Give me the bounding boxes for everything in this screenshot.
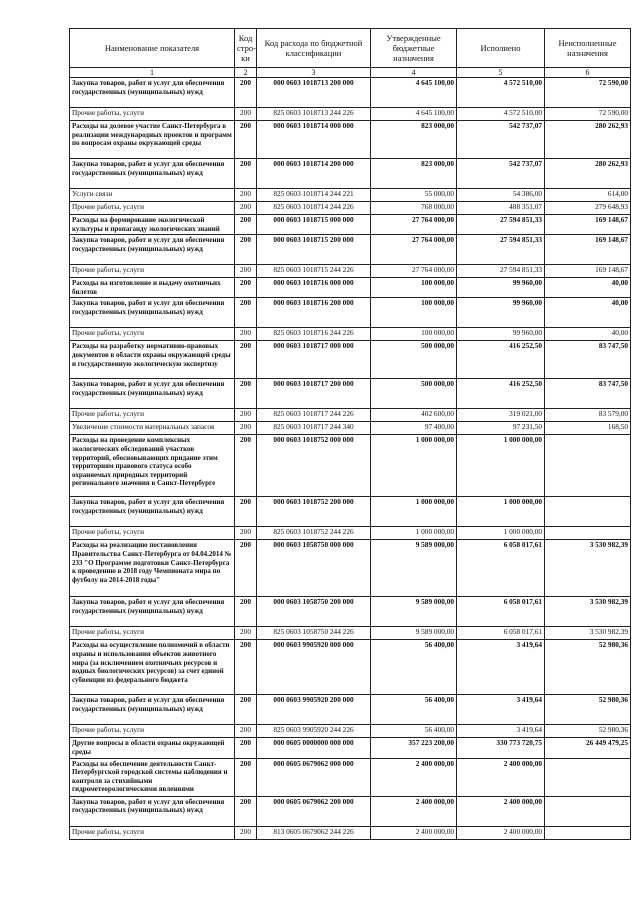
row-approved-cell: 4 645 100,00 bbox=[371, 108, 457, 121]
row-executed-cell: 3 419,64 bbox=[457, 725, 545, 738]
row-expense-code-cell: 000 0603 1018715 000 000 bbox=[257, 215, 371, 235]
row-line-code-cell: 200 bbox=[235, 497, 257, 527]
row-line-code-cell: 200 bbox=[235, 627, 257, 640]
table-row bbox=[70, 121, 631, 159]
table-row bbox=[70, 435, 631, 497]
row-line-code-cell: 200 bbox=[235, 278, 257, 298]
row-executed-cell: 416 252,50 bbox=[457, 341, 545, 379]
row-expense-code-cell: 000 0603 1018716 000 000 bbox=[257, 278, 371, 298]
row-unexecuted-cell: 72 590,00 bbox=[545, 78, 631, 108]
row-executed-cell: 3 419,64 bbox=[457, 695, 545, 725]
row-approved-cell: 27 764 000,00 bbox=[371, 215, 457, 235]
row-name-cell: Закупка товаров, работ и услуг для обеспечения государственных (муниципальных) нужд bbox=[70, 298, 235, 328]
row-expense-code-cell: 825 0603 1018717 244 226 bbox=[257, 409, 371, 422]
row-name-cell: Другие вопросы в области охраны окружающей среды bbox=[70, 738, 235, 758]
row-executed-cell: 1 000 000,00 bbox=[457, 527, 545, 540]
row-unexecuted-cell bbox=[545, 758, 631, 796]
column-number: 3 bbox=[257, 68, 371, 78]
row-name-cell: Закупка товаров, работ и услуг для обеспечения государственных (муниципальных) нужд bbox=[70, 159, 235, 189]
row-unexecuted-cell: 280 262,93 bbox=[545, 159, 631, 189]
row-line-code-cell: 200 bbox=[235, 640, 257, 695]
table-row bbox=[70, 328, 631, 341]
row-executed-cell: 99 960,00 bbox=[457, 278, 545, 298]
row-expense-code-cell: 000 0603 9905920 000 000 bbox=[257, 640, 371, 695]
row-expense-code-cell: 000 0603 9905920 200 000 bbox=[257, 695, 371, 725]
row-executed-cell: 4 572 510,00 bbox=[457, 78, 545, 108]
column-number: 5 bbox=[457, 68, 545, 78]
row-line-code-cell: 200 bbox=[235, 409, 257, 422]
row-line-code-cell: 200 bbox=[235, 341, 257, 379]
row-unexecuted-cell: 3 530 982,39 bbox=[545, 597, 631, 627]
row-unexecuted-cell: 3 530 982,39 bbox=[545, 540, 631, 597]
table-row bbox=[70, 597, 631, 627]
row-executed-cell: 97 231,50 bbox=[457, 422, 545, 435]
row-expense-code-cell: 813 0605 0679062 244 226 bbox=[257, 826, 371, 839]
row-name-cell: Расходы на формирование экологической культуры и пропаганду экологических знаний bbox=[70, 215, 235, 235]
row-line-code-cell: 200 bbox=[235, 738, 257, 758]
row-executed-cell: 27 594 851,33 bbox=[457, 215, 545, 235]
row-approved-cell: 1 000 000,00 bbox=[371, 497, 457, 527]
row-unexecuted-cell bbox=[545, 826, 631, 839]
row-executed-cell: 2 400 000,00 bbox=[457, 796, 545, 826]
row-line-code-cell: 200 bbox=[235, 379, 257, 409]
table-row bbox=[70, 695, 631, 725]
table-row bbox=[70, 796, 631, 826]
row-unexecuted-cell bbox=[545, 527, 631, 540]
table-row bbox=[70, 215, 631, 235]
row-line-code-cell: 200 bbox=[235, 235, 257, 265]
row-unexecuted-cell: 83 747,50 bbox=[545, 341, 631, 379]
row-unexecuted-cell: 279 648,93 bbox=[545, 202, 631, 215]
row-line-code-cell: 200 bbox=[235, 78, 257, 108]
row-executed-cell: 3 419,64 bbox=[457, 640, 545, 695]
budget-execution-table bbox=[69, 28, 631, 840]
row-expense-code-cell: 000 0605 0679062 200 000 bbox=[257, 796, 371, 826]
row-line-code-cell: 200 bbox=[235, 725, 257, 738]
table-row bbox=[70, 341, 631, 379]
table-row bbox=[70, 278, 631, 298]
row-unexecuted-cell: 52 980,36 bbox=[545, 695, 631, 725]
row-name-cell: Закупка товаров, работ и услуг для обеспечения государственных (муниципальных) нужд bbox=[70, 695, 235, 725]
row-expense-code-cell: 000 0603 1018714 200 000 bbox=[257, 159, 371, 189]
row-approved-cell: 27 764 000,00 bbox=[371, 265, 457, 278]
column-number: 4 bbox=[371, 68, 457, 78]
table-header-row bbox=[70, 29, 631, 68]
column-number: 1 bbox=[70, 68, 235, 78]
row-executed-cell: 6 058 017,61 bbox=[457, 540, 545, 597]
row-approved-cell: 2 400 000,00 bbox=[371, 826, 457, 839]
row-expense-code-cell: 825 0603 1058750 244 226 bbox=[257, 627, 371, 640]
row-executed-cell: 1 000 000,00 bbox=[457, 497, 545, 527]
row-name-cell: Увеличение стоимости материальных запасов bbox=[70, 422, 235, 435]
row-expense-code-cell: 825 0603 1018717 244 340 bbox=[257, 422, 371, 435]
budget-report-sheet bbox=[69, 28, 630, 840]
row-line-code-cell: 200 bbox=[235, 328, 257, 341]
row-executed-cell: 6 058 017,61 bbox=[457, 597, 545, 627]
row-unexecuted-cell bbox=[545, 796, 631, 826]
row-name-cell: Закупка товаров, работ и услуг для обеспечения государственных (муниципальных) нужд bbox=[70, 796, 235, 826]
row-executed-cell: 4 572 510,00 bbox=[457, 108, 545, 121]
table-row bbox=[70, 640, 631, 695]
row-approved-cell: 56 400,00 bbox=[371, 695, 457, 725]
row-unexecuted-cell: 52 980,36 bbox=[545, 640, 631, 695]
row-expense-code-cell: 000 0603 1018713 200 000 bbox=[257, 78, 371, 108]
row-expense-code-cell: 825 0603 1018713 244 226 bbox=[257, 108, 371, 121]
row-approved-cell: 2 400 000,00 bbox=[371, 758, 457, 796]
row-approved-cell: 823 000,00 bbox=[371, 121, 457, 159]
row-approved-cell: 402 600,00 bbox=[371, 409, 457, 422]
table-row bbox=[70, 298, 631, 328]
row-line-code-cell: 200 bbox=[235, 215, 257, 235]
row-name-cell: Расходы на долевое участие Санкт-Петербурга в реализации международных проектов и программ по вопросам охраны окружающей среды bbox=[70, 121, 235, 159]
row-executed-cell: 542 737,07 bbox=[457, 159, 545, 189]
table-row bbox=[70, 265, 631, 278]
row-unexecuted-cell: 83 579,00 bbox=[545, 409, 631, 422]
column-number: 2 bbox=[235, 68, 257, 78]
row-approved-cell: 1 000 000,00 bbox=[371, 527, 457, 540]
table-body bbox=[70, 78, 631, 840]
row-line-code-cell: 200 bbox=[235, 202, 257, 215]
row-executed-cell: 330 773 720,75 bbox=[457, 738, 545, 758]
row-line-code-cell: 200 bbox=[235, 159, 257, 189]
row-expense-code-cell: 825 0603 1018752 244 226 bbox=[257, 527, 371, 540]
row-unexecuted-cell bbox=[545, 497, 631, 527]
row-name-cell: Расходы на реализацию постановления Правительства Санкт-Петербурга от 04.04.2014 № 233 "О Программе подготовки Санкт-Петербурга к проведению в 2018 году Чемпионата мира по футболу на 2014-2018 годы" bbox=[70, 540, 235, 597]
row-line-code-cell: 200 bbox=[235, 265, 257, 278]
row-name-cell: Прочие работы, услуги bbox=[70, 826, 235, 839]
row-executed-cell: 1 000 000,00 bbox=[457, 435, 545, 497]
row-expense-code-cell: 825 0603 1018715 244 226 bbox=[257, 265, 371, 278]
row-name-cell: Закупка товаров, работ и услуг для обеспечения государственных (муниципальных) нужд bbox=[70, 78, 235, 108]
row-approved-cell: 9 589 000,00 bbox=[371, 597, 457, 627]
row-name-cell: Расходы на разработку нормативно-правовых документов в области охраны окружающей среды и государственную экологическую экспертизу bbox=[70, 341, 235, 379]
table-row bbox=[70, 409, 631, 422]
row-name-cell: Расходы на проведение комплексных экологических обследований участков территорий, обосновывающих придание этим территориям правового статуса особо охраняемых природных территорий регионального значения в Санкт-Петербурге bbox=[70, 435, 235, 497]
row-line-code-cell: 200 bbox=[235, 540, 257, 597]
table-row bbox=[70, 202, 631, 215]
row-expense-code-cell: 000 0603 1018715 200 000 bbox=[257, 235, 371, 265]
row-expense-code-cell: 000 0603 1018717 000 000 bbox=[257, 341, 371, 379]
row-executed-cell: 99 960,00 bbox=[457, 328, 545, 341]
row-name-cell: Закупка товаров, работ и услуг для обеспечения государственных (муниципальных) нужд bbox=[70, 597, 235, 627]
header-unexecuted: Неисполненные назначения bbox=[545, 29, 631, 68]
row-name-cell: Прочие работы, услуги bbox=[70, 202, 235, 215]
header-executed: Исполнено bbox=[457, 29, 545, 68]
row-unexecuted-cell: 52 980,36 bbox=[545, 725, 631, 738]
row-unexecuted-cell: 26 449 479,25 bbox=[545, 738, 631, 758]
row-line-code-cell: 200 bbox=[235, 108, 257, 121]
row-executed-cell: 54 386,00 bbox=[457, 189, 545, 202]
column-number: 6 bbox=[545, 68, 631, 78]
table-row bbox=[70, 826, 631, 839]
table-row bbox=[70, 540, 631, 597]
header-line-code: Код стро-ки bbox=[235, 29, 257, 68]
row-line-code-cell: 200 bbox=[235, 121, 257, 159]
row-name-cell: Прочие работы, услуги bbox=[70, 409, 235, 422]
table-row bbox=[70, 235, 631, 265]
row-expense-code-cell: 000 0605 0000000 000 000 bbox=[257, 738, 371, 758]
row-unexecuted-cell: 83 747,50 bbox=[545, 379, 631, 409]
row-approved-cell: 9 589 000,00 bbox=[371, 540, 457, 597]
row-name-cell: Прочие работы, услуги bbox=[70, 527, 235, 540]
row-unexecuted-cell: 280 262,93 bbox=[545, 121, 631, 159]
row-line-code-cell: 200 bbox=[235, 527, 257, 540]
row-expense-code-cell: 000 0603 1018717 200 000 bbox=[257, 379, 371, 409]
header-expense-code: Код расхода по бюджетной классификации bbox=[257, 29, 371, 68]
row-approved-cell: 100 000,00 bbox=[371, 278, 457, 298]
table-row bbox=[70, 78, 631, 108]
row-approved-cell: 55 000,00 bbox=[371, 189, 457, 202]
row-executed-cell: 416 252,50 bbox=[457, 379, 545, 409]
row-line-code-cell: 200 bbox=[235, 298, 257, 328]
row-name-cell: Расходы на осуществление полномочий в области охраны и использования объектов животного мира (за исключением охотничьих ресурсов и водных биологических ресурсов) за счет единой субвенции из федерального бюджета bbox=[70, 640, 235, 695]
row-approved-cell: 27 764 000,00 bbox=[371, 235, 457, 265]
row-unexecuted-cell: 40,00 bbox=[545, 328, 631, 341]
row-executed-cell: 2 400 000,00 bbox=[457, 758, 545, 796]
row-line-code-cell: 200 bbox=[235, 422, 257, 435]
row-executed-cell: 6 058 017,61 bbox=[457, 627, 545, 640]
row-executed-cell: 99 960,00 bbox=[457, 298, 545, 328]
row-executed-cell: 542 737,07 bbox=[457, 121, 545, 159]
row-name-cell: Прочие работы, услуги bbox=[70, 725, 235, 738]
row-unexecuted-cell: 3 530 982,39 bbox=[545, 627, 631, 640]
table-row bbox=[70, 108, 631, 121]
row-unexecuted-cell: 40,00 bbox=[545, 278, 631, 298]
row-expense-code-cell: 825 0603 9905920 244 226 bbox=[257, 725, 371, 738]
row-approved-cell: 357 223 200,00 bbox=[371, 738, 457, 758]
row-name-cell: Прочие работы, услуги bbox=[70, 328, 235, 341]
row-unexecuted-cell: 614,00 bbox=[545, 189, 631, 202]
table-row bbox=[70, 738, 631, 758]
row-unexecuted-cell: 40,00 bbox=[545, 298, 631, 328]
table-row bbox=[70, 497, 631, 527]
row-unexecuted-cell: 72 590,00 bbox=[545, 108, 631, 121]
row-name-cell: Закупка товаров, работ и услуг для обеспечения государственных (муниципальных) нужд bbox=[70, 379, 235, 409]
table-row bbox=[70, 189, 631, 202]
row-approved-cell: 56 400,00 bbox=[371, 640, 457, 695]
row-expense-code-cell: 000 0605 0679062 000 000 bbox=[257, 758, 371, 796]
row-approved-cell: 100 000,00 bbox=[371, 328, 457, 341]
row-approved-cell: 1 000 000,00 bbox=[371, 435, 457, 497]
header-approved: Утвержденные бюджетные назначения bbox=[371, 29, 457, 68]
row-name-cell: Услуги связи bbox=[70, 189, 235, 202]
row-executed-cell: 488 351,07 bbox=[457, 202, 545, 215]
column-number-row bbox=[70, 68, 631, 78]
row-unexecuted-cell: 169 148,67 bbox=[545, 215, 631, 235]
row-expense-code-cell: 825 0603 1018714 244 221 bbox=[257, 189, 371, 202]
row-line-code-cell: 200 bbox=[235, 189, 257, 202]
row-approved-cell: 97 400,00 bbox=[371, 422, 457, 435]
row-name-cell: Прочие работы, услуги bbox=[70, 108, 235, 121]
row-name-cell: Прочие работы, услуги bbox=[70, 265, 235, 278]
table-row bbox=[70, 159, 631, 189]
row-approved-cell: 2 400 000,00 bbox=[371, 796, 457, 826]
row-name-cell: Закупка товаров, работ и услуг для обеспечения государственных (муниципальных) нужд bbox=[70, 497, 235, 527]
row-expense-code-cell: 000 0603 1018752 200 000 bbox=[257, 497, 371, 527]
row-name-cell: Расходы на изготовление и выдачу охотничьих билетов bbox=[70, 278, 235, 298]
row-line-code-cell: 200 bbox=[235, 758, 257, 796]
row-expense-code-cell: 000 0603 1018716 200 000 bbox=[257, 298, 371, 328]
row-approved-cell: 56 400,00 bbox=[371, 725, 457, 738]
row-unexecuted-cell: 169 148,67 bbox=[545, 235, 631, 265]
row-approved-cell: 823 000,00 bbox=[371, 159, 457, 189]
row-executed-cell: 27 594 851,33 bbox=[457, 235, 545, 265]
row-expense-code-cell: 825 0603 1018714 244 226 bbox=[257, 202, 371, 215]
row-line-code-cell: 200 bbox=[235, 695, 257, 725]
row-unexecuted-cell bbox=[545, 435, 631, 497]
row-name-cell: Расходы на обеспечение деятельности Санкт-Петербургской городской системы наблюдения и контроля за стихийными гидрометеорологическими явлениями bbox=[70, 758, 235, 796]
row-line-code-cell: 200 bbox=[235, 435, 257, 497]
row-name-cell: Прочие работы, услуги bbox=[70, 627, 235, 640]
row-approved-cell: 500 000,00 bbox=[371, 341, 457, 379]
table-row bbox=[70, 627, 631, 640]
row-approved-cell: 768 000,00 bbox=[371, 202, 457, 215]
row-executed-cell: 319 021,00 bbox=[457, 409, 545, 422]
table-row bbox=[70, 758, 631, 796]
row-approved-cell: 500 000,00 bbox=[371, 379, 457, 409]
row-expense-code-cell: 000 0603 1058750 200 000 bbox=[257, 597, 371, 627]
table-row bbox=[70, 422, 631, 435]
row-line-code-cell: 200 bbox=[235, 796, 257, 826]
table-row bbox=[70, 527, 631, 540]
table-row bbox=[70, 725, 631, 738]
row-unexecuted-cell: 169 148,67 bbox=[545, 265, 631, 278]
row-executed-cell: 27 594 851,33 bbox=[457, 265, 545, 278]
row-expense-code-cell: 000 0603 1058750 000 000 bbox=[257, 540, 371, 597]
row-unexecuted-cell: 168,50 bbox=[545, 422, 631, 435]
row-expense-code-cell: 000 0603 1018752 000 000 bbox=[257, 435, 371, 497]
row-name-cell: Закупка товаров, работ и услуг для обеспечения государственных (муниципальных) нужд bbox=[70, 235, 235, 265]
row-expense-code-cell: 000 0603 1018714 000 000 bbox=[257, 121, 371, 159]
row-approved-cell: 9 589 000,00 bbox=[371, 627, 457, 640]
row-line-code-cell: 200 bbox=[235, 826, 257, 839]
header-name: Наименование показателя bbox=[70, 29, 235, 68]
row-expense-code-cell: 825 0603 1018716 244 226 bbox=[257, 328, 371, 341]
table-row bbox=[70, 379, 631, 409]
row-line-code-cell: 200 bbox=[235, 597, 257, 627]
row-approved-cell: 100 000,00 bbox=[371, 298, 457, 328]
row-executed-cell: 2 400 000,00 bbox=[457, 826, 545, 839]
row-approved-cell: 4 645 100,00 bbox=[371, 78, 457, 108]
